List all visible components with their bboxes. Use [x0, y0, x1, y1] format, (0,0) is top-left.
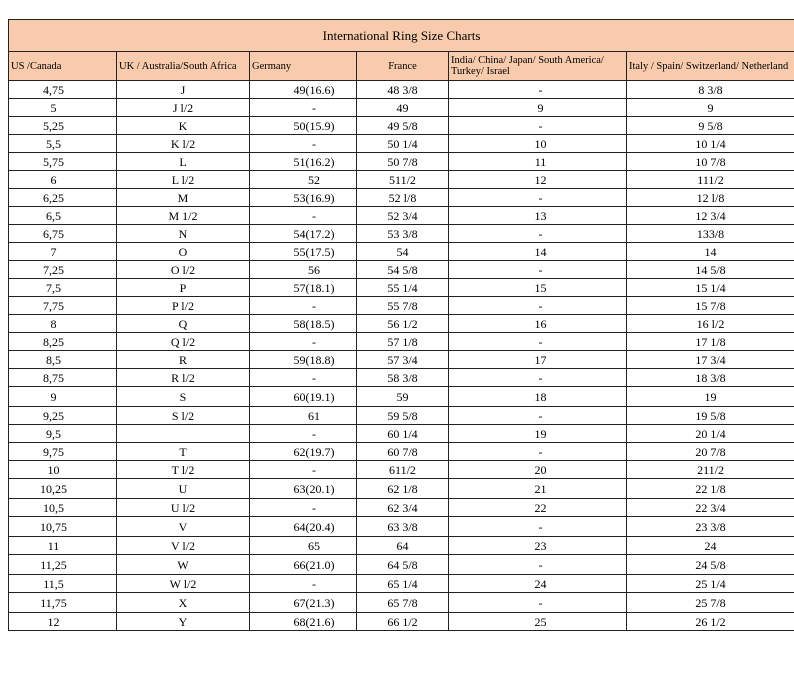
cell-germany: 51(16.2)	[250, 153, 357, 171]
table-row	[9, 117, 794, 135]
cell-italy: 15 1/4	[627, 279, 794, 297]
cell-uk: U	[117, 479, 250, 499]
cell-italy: 17 1/8	[627, 333, 794, 351]
cell-italy: 211/2	[627, 461, 794, 479]
cell-france: 64	[357, 537, 449, 555]
cell-us: 8	[9, 315, 117, 333]
cell-india: 21	[449, 479, 627, 499]
cell-us: 8,25	[9, 333, 117, 351]
cell-us: 6	[9, 171, 117, 189]
cell-india: -	[449, 333, 627, 351]
header-us-canada: US /Canada	[9, 52, 117, 81]
cell-france: 65 7/8	[357, 593, 449, 613]
cell-india: 19	[449, 425, 627, 443]
cell-france: 50 1/4	[357, 135, 449, 153]
cell-us: 11,75	[9, 593, 117, 613]
cell-us: 7,25	[9, 261, 117, 279]
cell-us: 11,5	[9, 575, 117, 593]
cell-germany: -	[250, 99, 357, 117]
cell-italy: 15 7/8	[627, 297, 794, 315]
cell-germany: 54(17.2)	[250, 225, 357, 243]
cell-india: 25	[449, 613, 627, 631]
cell-germany: -	[250, 369, 357, 387]
cell-italy: 14 5/8	[627, 261, 794, 279]
table-row	[9, 135, 794, 153]
cell-france: 56 1/2	[357, 315, 449, 333]
cell-india: 12	[449, 171, 627, 189]
cell-us: 10,25	[9, 479, 117, 499]
cell-us: 5,25	[9, 117, 117, 135]
cell-us: 9,5	[9, 425, 117, 443]
cell-uk: T	[117, 443, 250, 461]
cell-uk	[117, 425, 250, 443]
cell-italy: 16 l/2	[627, 315, 794, 333]
cell-germany: 53(16.9)	[250, 189, 357, 207]
cell-italy: 17 3/4	[627, 351, 794, 369]
cell-italy: 18 3/8	[627, 369, 794, 387]
cell-germany: 68(21.6)	[250, 613, 357, 631]
table-row	[9, 613, 794, 631]
cell-uk: P l/2	[117, 297, 250, 315]
table-row	[9, 555, 794, 575]
cell-italy: 20 1/4	[627, 425, 794, 443]
cell-italy: 23 3/8	[627, 517, 794, 537]
cell-germany: -	[250, 461, 357, 479]
cell-uk: W	[117, 555, 250, 575]
table-row	[9, 499, 794, 517]
cell-france: 54	[357, 243, 449, 261]
header-india-china-japan: India/ China/ Japan/ South America/ Turkey/ Israel	[449, 52, 627, 81]
table-row	[9, 333, 794, 351]
cell-uk: O l/2	[117, 261, 250, 279]
cell-india: 9	[449, 99, 627, 117]
cell-germany: 55(17.5)	[250, 243, 357, 261]
cell-india: 11	[449, 153, 627, 171]
cell-italy: 22 1/8	[627, 479, 794, 499]
cell-france: 57 1/8	[357, 333, 449, 351]
cell-us: 8,75	[9, 369, 117, 387]
cell-france: 57 3/4	[357, 351, 449, 369]
cell-germany: -	[250, 333, 357, 351]
cell-india: -	[449, 407, 627, 425]
cell-uk: Q	[117, 315, 250, 333]
cell-germany: -	[250, 575, 357, 593]
cell-uk: V	[117, 517, 250, 537]
cell-us: 10,75	[9, 517, 117, 537]
cell-italy: 24 5/8	[627, 555, 794, 575]
cell-india: 15	[449, 279, 627, 297]
cell-germany: 57(18.1)	[250, 279, 357, 297]
table-row	[9, 207, 794, 225]
cell-india: -	[449, 261, 627, 279]
cell-us: 9	[9, 387, 117, 407]
cell-india: 24	[449, 575, 627, 593]
cell-italy: 9 5/8	[627, 117, 794, 135]
cell-germany: 65	[250, 537, 357, 555]
table-row	[9, 593, 794, 613]
size-rows	[9, 81, 794, 631]
cell-france: 63 3/8	[357, 517, 449, 537]
table-row	[9, 369, 794, 387]
cell-germany: 63(20.1)	[250, 479, 357, 499]
cell-france: 55 1/4	[357, 279, 449, 297]
cell-italy: 133/8	[627, 225, 794, 243]
cell-india: -	[449, 225, 627, 243]
cell-france: 65 1/4	[357, 575, 449, 593]
cell-italy: 12 3/4	[627, 207, 794, 225]
cell-germany: 52	[250, 171, 357, 189]
cell-germany: -	[250, 425, 357, 443]
cell-india: 10	[449, 135, 627, 153]
cell-uk: T l/2	[117, 461, 250, 479]
cell-germany: 60(19.1)	[250, 387, 357, 407]
cell-india: -	[449, 189, 627, 207]
cell-us: 12	[9, 613, 117, 631]
table-row	[9, 407, 794, 425]
table-row	[9, 479, 794, 499]
cell-india: -	[449, 81, 627, 99]
cell-us: 7,75	[9, 297, 117, 315]
cell-us: 4,75	[9, 81, 117, 99]
ring-size-table	[8, 19, 794, 631]
table-row	[9, 261, 794, 279]
header-uk-australia: UK / Australia/South Africa	[117, 52, 250, 81]
table-row	[9, 189, 794, 207]
cell-france: 49	[357, 99, 449, 117]
table-row	[9, 81, 794, 99]
cell-germany: -	[250, 499, 357, 517]
cell-germany: 61	[250, 407, 357, 425]
cell-india: 13	[449, 207, 627, 225]
cell-uk: U l/2	[117, 499, 250, 517]
cell-france: 59	[357, 387, 449, 407]
table-row	[9, 315, 794, 333]
table-row	[9, 517, 794, 537]
cell-italy: 8 3/8	[627, 81, 794, 99]
cell-india: 14	[449, 243, 627, 261]
cell-italy: 10 7/8	[627, 153, 794, 171]
cell-italy: 24	[627, 537, 794, 555]
cell-germany: 49(16.6)	[250, 81, 357, 99]
cell-uk: M	[117, 189, 250, 207]
cell-france: 62 1/8	[357, 479, 449, 499]
cell-india: 18	[449, 387, 627, 407]
cell-france: 52 l/8	[357, 189, 449, 207]
cell-italy: 22 3/4	[627, 499, 794, 517]
cell-france: 50 7/8	[357, 153, 449, 171]
cell-uk: P	[117, 279, 250, 297]
cell-france: 62 3/4	[357, 499, 449, 517]
table-row	[9, 297, 794, 315]
cell-germany: 66(21.0)	[250, 555, 357, 575]
cell-france: 52 3/4	[357, 207, 449, 225]
cell-uk: O	[117, 243, 250, 261]
cell-uk: Y	[117, 613, 250, 631]
cell-uk: L	[117, 153, 250, 171]
cell-us: 7	[9, 243, 117, 261]
cell-italy: 20 7/8	[627, 443, 794, 461]
cell-india: -	[449, 555, 627, 575]
cell-india: -	[449, 517, 627, 537]
cell-uk: J l/2	[117, 99, 250, 117]
cell-uk: S	[117, 387, 250, 407]
cell-germany: 50(15.9)	[250, 117, 357, 135]
cell-germany: 56	[250, 261, 357, 279]
table-row	[9, 153, 794, 171]
table-row	[9, 171, 794, 189]
cell-germany: 62(19.7)	[250, 443, 357, 461]
cell-us: 6,5	[9, 207, 117, 225]
cell-italy: 19 5/8	[627, 407, 794, 425]
cell-us: 10,5	[9, 499, 117, 517]
cell-uk: X	[117, 593, 250, 613]
cell-france: 54 5/8	[357, 261, 449, 279]
cell-germany: 64(20.4)	[250, 517, 357, 537]
cell-india: -	[449, 117, 627, 135]
cell-us: 9,25	[9, 407, 117, 425]
cell-germany: -	[250, 297, 357, 315]
cell-india: 23	[449, 537, 627, 555]
table-row	[9, 461, 794, 479]
cell-us: 9,75	[9, 443, 117, 461]
cell-france: 49 5/8	[357, 117, 449, 135]
cell-india: 22	[449, 499, 627, 517]
header-italy-spain: Italy / Spain/ Switzerland/ Netherland	[627, 52, 794, 81]
table-row	[9, 99, 794, 117]
cell-germany: -	[250, 135, 357, 153]
cell-india: -	[449, 443, 627, 461]
table-row	[9, 279, 794, 297]
cell-us: 6,25	[9, 189, 117, 207]
table-row	[9, 537, 794, 555]
cell-france: 48 3/8	[357, 81, 449, 99]
table-row	[9, 387, 794, 407]
cell-uk: S l/2	[117, 407, 250, 425]
cell-france: 64 5/8	[357, 555, 449, 575]
cell-us: 5,5	[9, 135, 117, 153]
cell-france: 58 3/8	[357, 369, 449, 387]
ring-size-chart	[8, 19, 794, 631]
cell-italy: 9	[627, 99, 794, 117]
cell-germany: 67(21.3)	[250, 593, 357, 613]
chart-title: International Ring Size Charts	[9, 20, 794, 52]
table-row	[9, 243, 794, 261]
cell-italy: 12 l/8	[627, 189, 794, 207]
cell-uk: R l/2	[117, 369, 250, 387]
cell-india: -	[449, 369, 627, 387]
cell-france: 66 1/2	[357, 613, 449, 631]
cell-india: 16	[449, 315, 627, 333]
cell-uk: V l/2	[117, 537, 250, 555]
cell-italy: 14	[627, 243, 794, 261]
cell-france: 511/2	[357, 171, 449, 189]
cell-us: 11,25	[9, 555, 117, 575]
cell-us: 6,75	[9, 225, 117, 243]
cell-italy: 19	[627, 387, 794, 407]
cell-india: 17	[449, 351, 627, 369]
cell-us: 5	[9, 99, 117, 117]
cell-germany: 58(18.5)	[250, 315, 357, 333]
cell-france: 611/2	[357, 461, 449, 479]
cell-uk: M 1/2	[117, 207, 250, 225]
header-france: France	[357, 52, 449, 81]
table-row	[9, 225, 794, 243]
table-row	[9, 351, 794, 369]
cell-uk: L l/2	[117, 171, 250, 189]
cell-us: 7,5	[9, 279, 117, 297]
cell-uk: J	[117, 81, 250, 99]
cell-italy: 26 1/2	[627, 613, 794, 631]
cell-germany: -	[250, 207, 357, 225]
cell-italy: 25 1/4	[627, 575, 794, 593]
cell-uk: K	[117, 117, 250, 135]
cell-france: 55 7/8	[357, 297, 449, 315]
column-header-row	[9, 52, 794, 81]
cell-us: 8,5	[9, 351, 117, 369]
cell-india: -	[449, 297, 627, 315]
cell-uk: R	[117, 351, 250, 369]
cell-us: 11	[9, 537, 117, 555]
cell-france: 60 1/4	[357, 425, 449, 443]
cell-france: 53 3/8	[357, 225, 449, 243]
cell-france: 60 7/8	[357, 443, 449, 461]
cell-germany: 59(18.8)	[250, 351, 357, 369]
cell-france: 59 5/8	[357, 407, 449, 425]
cell-italy: 25 7/8	[627, 593, 794, 613]
cell-uk: Q l/2	[117, 333, 250, 351]
cell-india: 20	[449, 461, 627, 479]
table-row	[9, 425, 794, 443]
cell-us: 10	[9, 461, 117, 479]
cell-italy: 111/2	[627, 171, 794, 189]
header-germany: Germany	[250, 52, 357, 81]
cell-india: -	[449, 593, 627, 613]
table-row	[9, 575, 794, 593]
cell-italy: 10 1/4	[627, 135, 794, 153]
table-row	[9, 443, 794, 461]
cell-uk: N	[117, 225, 250, 243]
cell-us: 5,75	[9, 153, 117, 171]
cell-uk: W l/2	[117, 575, 250, 593]
cell-uk: K l/2	[117, 135, 250, 153]
